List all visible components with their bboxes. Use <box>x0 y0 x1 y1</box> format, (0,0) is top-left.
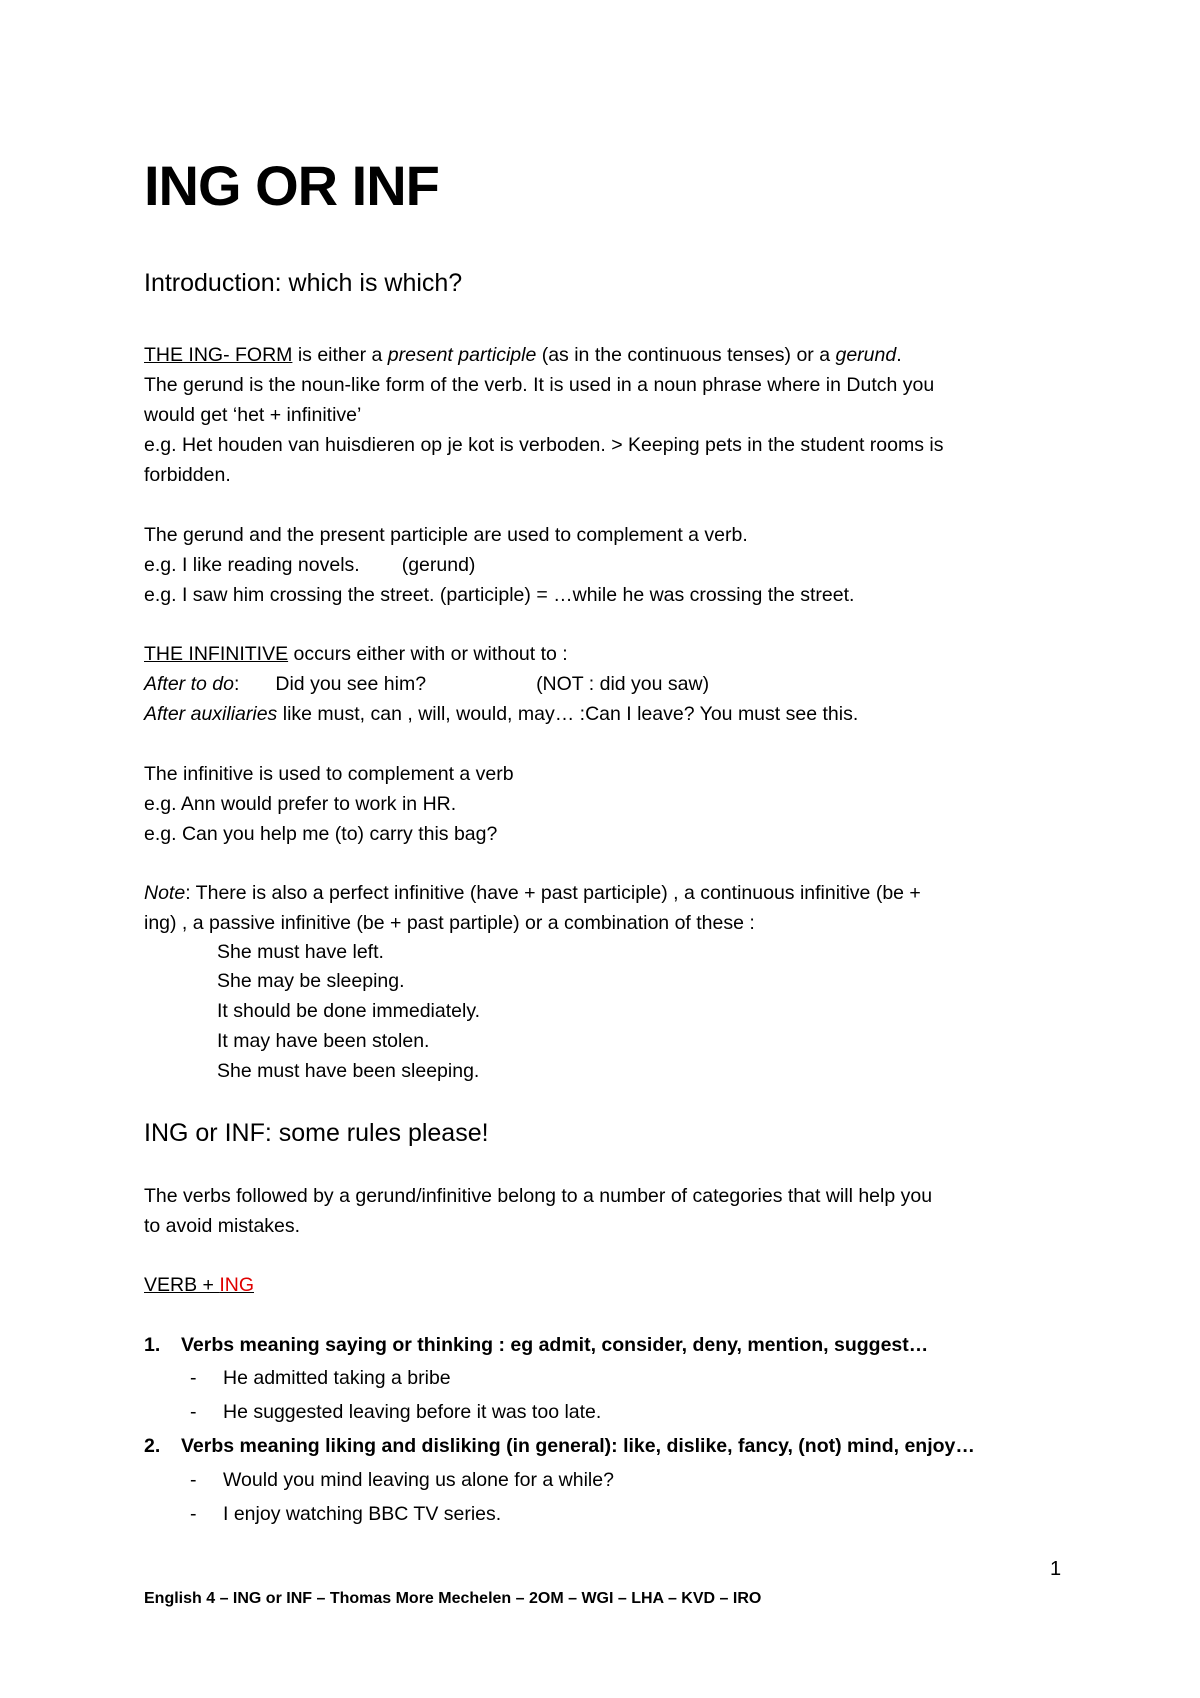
dash: - <box>190 1401 197 1423</box>
infinitive-line2 <box>144 673 709 696</box>
note-example: She must have been sleeping. <box>217 1060 480 1082</box>
example: e.g. I like reading novels. <box>144 554 360 576</box>
note-example: She may be sleeping. <box>217 970 405 992</box>
intro-p3-line2: e.g. Ann would prefer to work in HR. <box>144 793 457 815</box>
dash: - <box>190 1469 197 1491</box>
example-note: (gerund) <box>401 554 476 576</box>
intro-p2-line1: The gerund and the present participle are used to complement a verb. <box>144 524 748 546</box>
text: occurs either with or without to : <box>288 643 568 665</box>
dash: - <box>190 1367 197 1389</box>
note-label: Note <box>144 882 186 904</box>
note-example: She must have left. <box>217 941 384 963</box>
note-example: It should be done immediately. <box>217 1000 481 1022</box>
ing-form-label: THE ING- FORM <box>144 344 293 366</box>
rule-example: Would you mind leaving us alone for a while? <box>223 1469 614 1491</box>
text: like must, can , will, would, may… :Can I leave? You must see this. <box>277 703 859 725</box>
infinitive-line3 <box>144 703 858 726</box>
verb-ing-heading <box>144 1274 254 1297</box>
rules-intro-line2: to avoid mistakes. <box>144 1215 301 1237</box>
rules-heading: ING or INF: some rules please! <box>144 1119 489 1147</box>
note-line2: ing) , a passive infinitive (be + past partiple) or a combination of these : <box>144 912 755 934</box>
rule-example: I enjoy watching BBC TV series. <box>223 1503 502 1525</box>
page-number: 1 <box>1050 1558 1062 1580</box>
ing-highlight: ING <box>219 1274 254 1296</box>
rule-text: Verbs meaning liking and disliking (in general): like, dislike, fancy, (not) mind, enjoy… <box>181 1435 975 1457</box>
intro-heading: Introduction: which is which? <box>144 269 463 297</box>
page-footer: English 4 – ING or INF – Thomas More Mechelen – 2OM – WGI – LHA – KVD – IRO <box>144 1590 762 1607</box>
text: (as in the continuous tenses) or a <box>536 344 836 366</box>
rule-example: He suggested leaving before it was too late. <box>223 1401 602 1423</box>
note-example: It may have been stolen. <box>217 1030 430 1052</box>
dash: - <box>190 1503 197 1525</box>
rules-intro-line1: The verbs followed by a gerund/infinitive belong to a number of categories that will help you <box>144 1185 933 1207</box>
intro-p2-line3: e.g. I saw him crossing the street. (participle) = …while he was crossing the street. <box>144 584 855 606</box>
after-aux-label: After auxiliaries <box>144 703 278 725</box>
intro-p1-line1 <box>144 344 902 367</box>
intro-p1-line3: would get ‘het + infinitive’ <box>144 404 362 426</box>
present-participle-term: present participle <box>387 344 537 366</box>
rule-number: 1. <box>144 1334 161 1356</box>
rule-number: 2. <box>144 1435 161 1457</box>
text: : <box>233 673 240 695</box>
intro-p3-line1: The infinitive is used to complement a verb <box>144 763 514 785</box>
rule-text: Verbs meaning saying or thinking : eg admit, consider, deny, mention, suggest… <box>181 1334 929 1356</box>
intro-p1-line2: The gerund is the noun-like form of the verb. It is used in a noun phrase where in Dutch you <box>144 374 935 396</box>
text: : There is also a perfect infinitive (have + past participle) , a continuous infinitive (be + <box>185 882 921 904</box>
infinitive-label: THE INFINITIVE <box>144 643 289 665</box>
text: is either a <box>292 344 388 366</box>
intro-p1-line5: forbidden. <box>144 464 231 486</box>
intro-p2-line2 <box>144 554 475 577</box>
text: . <box>896 344 902 366</box>
example: Did you see him? <box>275 673 427 695</box>
page-title: ING OR INF <box>144 154 439 217</box>
text: VERB + <box>144 1274 220 1296</box>
rule-example: He admitted taking a bribe <box>223 1367 451 1389</box>
infinitive-line1 <box>144 643 568 666</box>
gerund-term: gerund <box>835 344 897 366</box>
example-note: (NOT : did you saw) <box>536 673 710 695</box>
intro-p1-line4: e.g. Het houden van huisdieren op je kot is verboden. > Keeping pets in the student rooms is <box>144 434 944 456</box>
after-to-label: After to do <box>144 673 234 695</box>
intro-p3-line3: e.g. Can you help me (to) carry this bag? <box>144 823 498 845</box>
note-line1 <box>144 882 921 905</box>
